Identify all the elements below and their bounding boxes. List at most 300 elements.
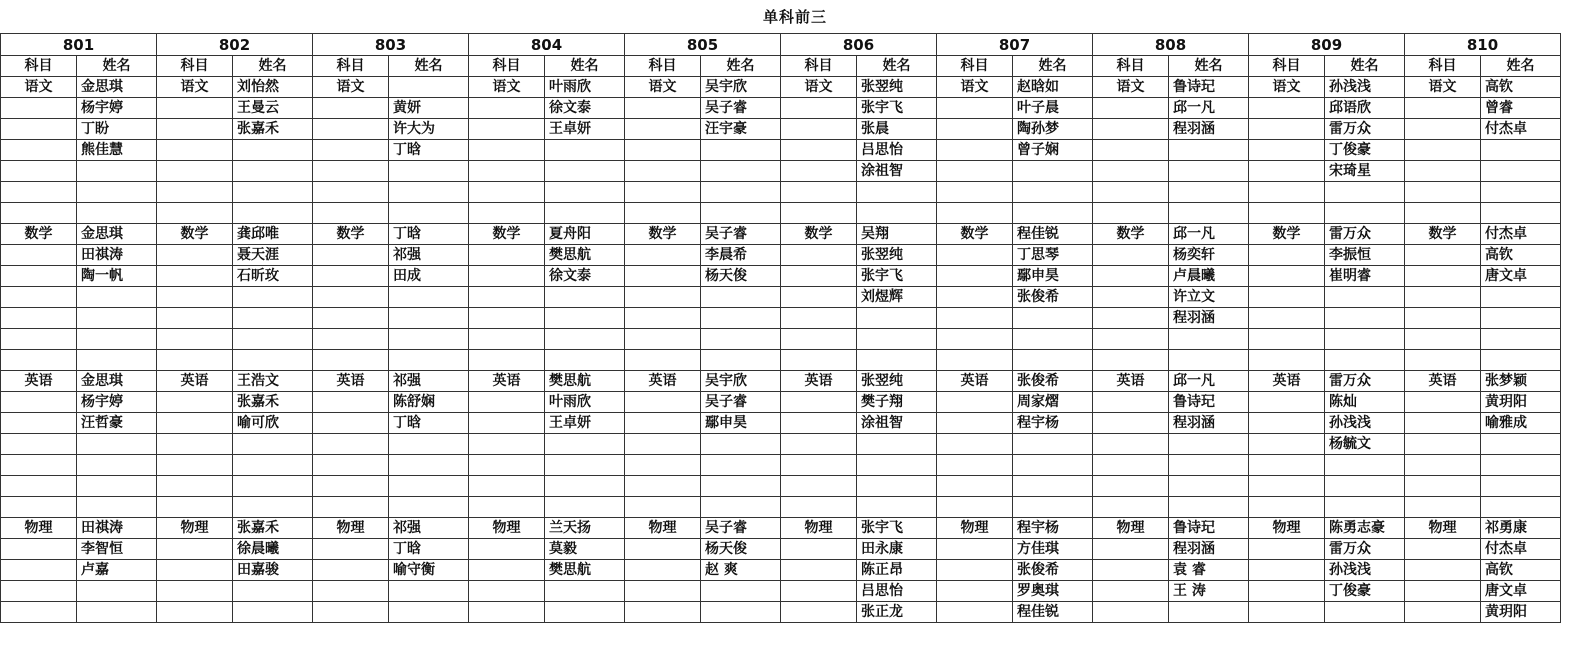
subject-cell: 语文 [469, 77, 545, 98]
student-name-cell [233, 476, 313, 497]
subject-cell [1405, 434, 1481, 455]
subject-cell [937, 287, 1013, 308]
student-name-cell [1325, 329, 1405, 350]
student-name-cell: 金思琪 [77, 77, 157, 98]
subject-cell [313, 140, 389, 161]
student-name-cell [233, 581, 313, 602]
student-name-cell [1013, 182, 1093, 203]
subject-cell [625, 266, 701, 287]
student-name-cell [701, 182, 781, 203]
student-name-cell [233, 182, 313, 203]
subject-cell [1405, 308, 1481, 329]
subject-cell [157, 497, 233, 518]
student-name-cell: 丁晗 [389, 539, 469, 560]
subject-cell: 数学 [1093, 224, 1169, 245]
subject-cell [1249, 581, 1325, 602]
subject-cell [937, 392, 1013, 413]
subject-cell [157, 119, 233, 140]
subject-cell [1, 539, 77, 560]
student-name-cell: 张俊希 [1013, 560, 1093, 581]
name-column-label: 姓名 [1481, 56, 1561, 77]
subject-cell [469, 581, 545, 602]
subject-cell: 英语 [1, 371, 77, 392]
student-name-cell: 宋琦星 [1325, 161, 1405, 182]
student-name-cell [857, 203, 937, 224]
student-name-cell: 程羽涵 [1169, 413, 1249, 434]
subject-cell [781, 182, 857, 203]
subject-cell: 数学 [781, 224, 857, 245]
subject-cell [937, 140, 1013, 161]
subject-cell [1, 308, 77, 329]
subject-cell [1249, 308, 1325, 329]
student-name-cell [1481, 161, 1561, 182]
student-name-cell: 陈灿 [1325, 392, 1405, 413]
subject-cell [1405, 119, 1481, 140]
student-name-cell: 付杰卓 [1481, 119, 1561, 140]
subject-cell [937, 602, 1013, 623]
subject-cell [1093, 140, 1169, 161]
subject-cell: 数学 [1, 224, 77, 245]
student-name-cell: 祁强 [389, 518, 469, 539]
subject-cell [157, 350, 233, 371]
student-name-cell [857, 182, 937, 203]
student-name-cell: 夏舟阳 [545, 224, 625, 245]
subject-cell [157, 434, 233, 455]
student-name-cell [857, 329, 937, 350]
student-name-cell: 石昕玫 [233, 266, 313, 287]
student-name-cell: 张嘉禾 [233, 518, 313, 539]
subject-cell: 物理 [469, 518, 545, 539]
subject-cell [313, 119, 389, 140]
student-name-cell: 赵晗如 [1013, 77, 1093, 98]
subject-cell: 英语 [469, 371, 545, 392]
subject-cell: 语文 [1405, 77, 1481, 98]
subject-cell [625, 476, 701, 497]
subject-cell [1249, 140, 1325, 161]
subject-cell [157, 329, 233, 350]
student-name-cell [545, 602, 625, 623]
subject-cell [937, 308, 1013, 329]
student-name-cell [701, 476, 781, 497]
student-name-cell: 樊思航 [545, 371, 625, 392]
subject-cell [781, 308, 857, 329]
subject-cell [625, 455, 701, 476]
student-name-cell [1169, 350, 1249, 371]
table-row [1, 602, 1561, 623]
student-name-cell: 叶雨欣 [545, 77, 625, 98]
student-name-cell [1481, 476, 1561, 497]
subject-cell [781, 329, 857, 350]
student-name-cell: 邱一凡 [1169, 371, 1249, 392]
subject-cell [781, 245, 857, 266]
student-name-cell [701, 203, 781, 224]
subject-cell [313, 602, 389, 623]
subject-cell [313, 182, 389, 203]
student-name-cell: 杨宇婷 [77, 392, 157, 413]
subject-cell [625, 434, 701, 455]
subject-cell [937, 413, 1013, 434]
subject-cell [781, 497, 857, 518]
student-name-cell [1169, 329, 1249, 350]
subject-cell [1093, 308, 1169, 329]
student-name-cell: 高钦 [1481, 245, 1561, 266]
subject-cell [1405, 581, 1481, 602]
student-name-cell: 孙浅浅 [1325, 560, 1405, 581]
student-name-cell: 罗奥琪 [1013, 581, 1093, 602]
student-name-cell [233, 434, 313, 455]
subject-cell [1249, 119, 1325, 140]
class-header: 801 [1, 34, 157, 56]
student-name-cell: 程宇杨 [1013, 518, 1093, 539]
subject-cell: 数学 [157, 224, 233, 245]
subject-cell: 数学 [1249, 224, 1325, 245]
student-name-cell: 鲁诗玘 [1169, 518, 1249, 539]
sheet-title: 单科前三 [762, 8, 827, 26]
student-name-cell: 李智恒 [77, 539, 157, 560]
student-name-cell [1481, 497, 1561, 518]
subject-cell [1093, 98, 1169, 119]
student-name-cell: 吕思怡 [857, 581, 937, 602]
subject-cell [469, 434, 545, 455]
student-name-cell: 程羽涵 [1169, 119, 1249, 140]
subject-cell [313, 581, 389, 602]
subject-cell [937, 203, 1013, 224]
student-name-cell [701, 287, 781, 308]
student-name-cell: 吴子睿 [701, 98, 781, 119]
student-name-cell: 汪哲豪 [77, 413, 157, 434]
student-name-cell [857, 308, 937, 329]
subject-cell [625, 497, 701, 518]
student-name-cell: 张晨 [857, 119, 937, 140]
student-name-cell: 金思琪 [77, 224, 157, 245]
subject-cell [313, 434, 389, 455]
student-name-cell [545, 455, 625, 476]
student-name-cell: 程羽涵 [1169, 308, 1249, 329]
subject-cell [1, 266, 77, 287]
student-name-cell [389, 329, 469, 350]
table-row [1, 560, 1561, 581]
subject-cell [937, 434, 1013, 455]
table-row [1, 392, 1561, 413]
subject-cell [1, 602, 77, 623]
subject-cell [157, 476, 233, 497]
subject-cell [1249, 287, 1325, 308]
subject-cell: 物理 [625, 518, 701, 539]
subject-cell: 语文 [1249, 77, 1325, 98]
subject-cell [469, 350, 545, 371]
subject-cell [625, 560, 701, 581]
class-header: 809 [1249, 34, 1405, 56]
subject-cell: 语文 [1, 77, 77, 98]
subject-cell [313, 455, 389, 476]
student-name-cell [233, 497, 313, 518]
student-name-cell: 张俊希 [1013, 287, 1093, 308]
subject-cell [1, 434, 77, 455]
student-name-cell [701, 455, 781, 476]
subject-cell [469, 203, 545, 224]
subject-cell [313, 287, 389, 308]
student-name-cell [701, 140, 781, 161]
name-column-label: 姓名 [1169, 56, 1249, 77]
student-name-cell [1169, 497, 1249, 518]
subject-cell [1405, 329, 1481, 350]
subject-cell [1093, 539, 1169, 560]
student-name-cell [389, 203, 469, 224]
student-name-cell [389, 287, 469, 308]
subject-cell [1249, 266, 1325, 287]
subject-cell [313, 392, 389, 413]
subject-cell [625, 602, 701, 623]
subject-cell [625, 119, 701, 140]
student-name-cell: 王浩文 [233, 371, 313, 392]
subject-cell [157, 539, 233, 560]
subject-cell [1405, 98, 1481, 119]
student-name-cell [77, 581, 157, 602]
table-row [1, 266, 1561, 287]
subject-cell [313, 203, 389, 224]
student-name-cell [77, 203, 157, 224]
student-name-cell: 龚邱唯 [233, 224, 313, 245]
student-name-cell: 吴子睿 [701, 392, 781, 413]
student-name-cell: 张嘉禾 [233, 119, 313, 140]
subject-cell [1, 413, 77, 434]
student-name-cell: 吴子睿 [701, 518, 781, 539]
student-name-cell: 徐晨曦 [233, 539, 313, 560]
student-name-cell [545, 434, 625, 455]
student-name-cell [389, 182, 469, 203]
subject-cell [937, 245, 1013, 266]
subject-cell [937, 497, 1013, 518]
student-name-cell [701, 329, 781, 350]
subject-cell [781, 434, 857, 455]
name-column-label: 姓名 [857, 56, 937, 77]
student-name-cell [1169, 140, 1249, 161]
student-name-cell [1325, 350, 1405, 371]
subject-cell: 英语 [781, 371, 857, 392]
subject-cell: 物理 [313, 518, 389, 539]
student-name-cell [389, 161, 469, 182]
subject-cell [1249, 329, 1325, 350]
subject-cell [1093, 560, 1169, 581]
student-name-cell: 王卓妍 [545, 119, 625, 140]
student-name-cell [545, 581, 625, 602]
student-name-cell: 陶一帆 [77, 266, 157, 287]
student-name-cell [1481, 434, 1561, 455]
subject-cell [1405, 140, 1481, 161]
student-name-cell: 陈舒娴 [389, 392, 469, 413]
subject-cell [1093, 329, 1169, 350]
student-name-cell [1013, 434, 1093, 455]
student-name-cell: 鄢申昊 [701, 413, 781, 434]
subject-cell [469, 182, 545, 203]
subject-cell [1249, 560, 1325, 581]
student-name-cell: 熊佳慧 [77, 140, 157, 161]
subject-cell [1, 182, 77, 203]
student-name-cell [233, 329, 313, 350]
student-name-cell: 方佳琪 [1013, 539, 1093, 560]
ranking-table [0, 33, 1561, 623]
subject-cell [469, 161, 545, 182]
subject-cell [937, 350, 1013, 371]
student-name-cell: 丁晗 [389, 140, 469, 161]
subject-cell: 英语 [1093, 371, 1169, 392]
subject-cell [1, 581, 77, 602]
student-name-cell [857, 476, 937, 497]
table-row [1, 581, 1561, 602]
student-name-cell [1013, 161, 1093, 182]
student-name-cell: 吴子睿 [701, 224, 781, 245]
subject-cell: 物理 [937, 518, 1013, 539]
subject-cell [781, 161, 857, 182]
subject-cell [157, 581, 233, 602]
subject-cell [1405, 497, 1481, 518]
student-name-cell: 许立文 [1169, 287, 1249, 308]
name-column-label: 姓名 [701, 56, 781, 77]
student-name-cell: 涂祖智 [857, 161, 937, 182]
subject-cell [625, 182, 701, 203]
student-name-cell [1481, 308, 1561, 329]
subject-cell: 英语 [157, 371, 233, 392]
subject-cell [469, 476, 545, 497]
student-name-cell: 张翌纯 [857, 77, 937, 98]
student-name-cell: 祁强 [389, 245, 469, 266]
subject-cell: 数学 [469, 224, 545, 245]
table-row [1, 329, 1561, 350]
table-row [1, 287, 1561, 308]
table-row [1, 203, 1561, 224]
subject-cell [1, 98, 77, 119]
table-row [1, 119, 1561, 140]
subject-cell [625, 350, 701, 371]
student-name-cell: 樊子翔 [857, 392, 937, 413]
student-name-cell [545, 140, 625, 161]
student-name-cell [233, 308, 313, 329]
student-name-cell: 杨奕轩 [1169, 245, 1249, 266]
subject-cell [625, 329, 701, 350]
table-row [1, 434, 1561, 455]
subject-cell [1093, 119, 1169, 140]
student-name-cell [77, 434, 157, 455]
subject-cell [469, 287, 545, 308]
student-name-cell: 张翌纯 [857, 371, 937, 392]
student-name-cell: 涂祖智 [857, 413, 937, 434]
subject-cell [625, 287, 701, 308]
subject-cell: 英语 [625, 371, 701, 392]
student-name-cell: 聂天涯 [233, 245, 313, 266]
subject-cell [157, 182, 233, 203]
column-label-row [1, 56, 1561, 77]
subject-cell [1, 119, 77, 140]
student-name-cell: 唐文卓 [1481, 266, 1561, 287]
subject-cell [1405, 182, 1481, 203]
student-name-cell: 王卓妍 [545, 413, 625, 434]
student-name-cell: 徐文泰 [545, 266, 625, 287]
student-name-cell: 金思琪 [77, 371, 157, 392]
subject-cell [625, 245, 701, 266]
table-row [1, 539, 1561, 560]
subject-cell [1093, 392, 1169, 413]
student-name-cell [701, 434, 781, 455]
table-row [1, 455, 1561, 476]
student-name-cell [77, 476, 157, 497]
student-name-cell [77, 497, 157, 518]
student-name-cell [1481, 203, 1561, 224]
subject-column-label: 科目 [781, 56, 857, 77]
student-name-cell: 张嘉禾 [233, 392, 313, 413]
subject-cell [1249, 392, 1325, 413]
subject-cell [157, 266, 233, 287]
class-header: 803 [313, 34, 469, 56]
class-header: 810 [1405, 34, 1561, 56]
student-name-cell: 丁晗 [389, 224, 469, 245]
subject-cell: 英语 [1405, 371, 1481, 392]
subject-cell [1093, 581, 1169, 602]
student-name-cell [233, 140, 313, 161]
subject-cell [469, 308, 545, 329]
student-name-cell: 付杰卓 [1481, 539, 1561, 560]
student-name-cell [77, 161, 157, 182]
subject-cell: 语文 [313, 77, 389, 98]
student-name-cell: 王 涛 [1169, 581, 1249, 602]
subject-cell [1, 350, 77, 371]
class-header: 806 [781, 34, 937, 56]
name-column-label: 姓名 [233, 56, 313, 77]
subject-cell [1249, 602, 1325, 623]
student-name-cell: 周家熠 [1013, 392, 1093, 413]
student-name-cell: 程羽涵 [1169, 539, 1249, 560]
subject-cell [1249, 434, 1325, 455]
table-row [1, 161, 1561, 182]
student-name-cell [1325, 182, 1405, 203]
student-name-cell [1325, 455, 1405, 476]
subject-cell [781, 476, 857, 497]
subject-column-label: 科目 [1405, 56, 1481, 77]
subject-cell [625, 98, 701, 119]
subject-cell [937, 161, 1013, 182]
student-name-cell: 丁思琴 [1013, 245, 1093, 266]
subject-cell [469, 245, 545, 266]
subject-cell [469, 140, 545, 161]
student-name-cell: 邱语欣 [1325, 98, 1405, 119]
subject-cell [1093, 350, 1169, 371]
student-name-cell: 袁 睿 [1169, 560, 1249, 581]
student-name-cell: 丁俊豪 [1325, 581, 1405, 602]
subject-cell [781, 350, 857, 371]
subject-column-label: 科目 [1093, 56, 1169, 77]
subject-cell [1249, 245, 1325, 266]
table-row [1, 140, 1561, 161]
student-name-cell [1325, 497, 1405, 518]
table-row [1, 98, 1561, 119]
student-name-cell [1169, 476, 1249, 497]
table-row [1, 308, 1561, 329]
student-name-cell: 田祺涛 [77, 518, 157, 539]
student-name-cell: 祁强 [389, 371, 469, 392]
subject-cell [1, 455, 77, 476]
student-name-cell: 张宇飞 [857, 518, 937, 539]
student-name-cell: 邱一凡 [1169, 98, 1249, 119]
table-row [1, 518, 1561, 539]
subject-cell: 物理 [157, 518, 233, 539]
student-name-cell: 卢晨曦 [1169, 266, 1249, 287]
student-name-cell [857, 455, 937, 476]
subject-cell [781, 203, 857, 224]
student-name-cell [389, 476, 469, 497]
subject-cell [1093, 413, 1169, 434]
subject-cell [1093, 182, 1169, 203]
subject-cell: 语文 [157, 77, 233, 98]
student-name-cell [701, 308, 781, 329]
